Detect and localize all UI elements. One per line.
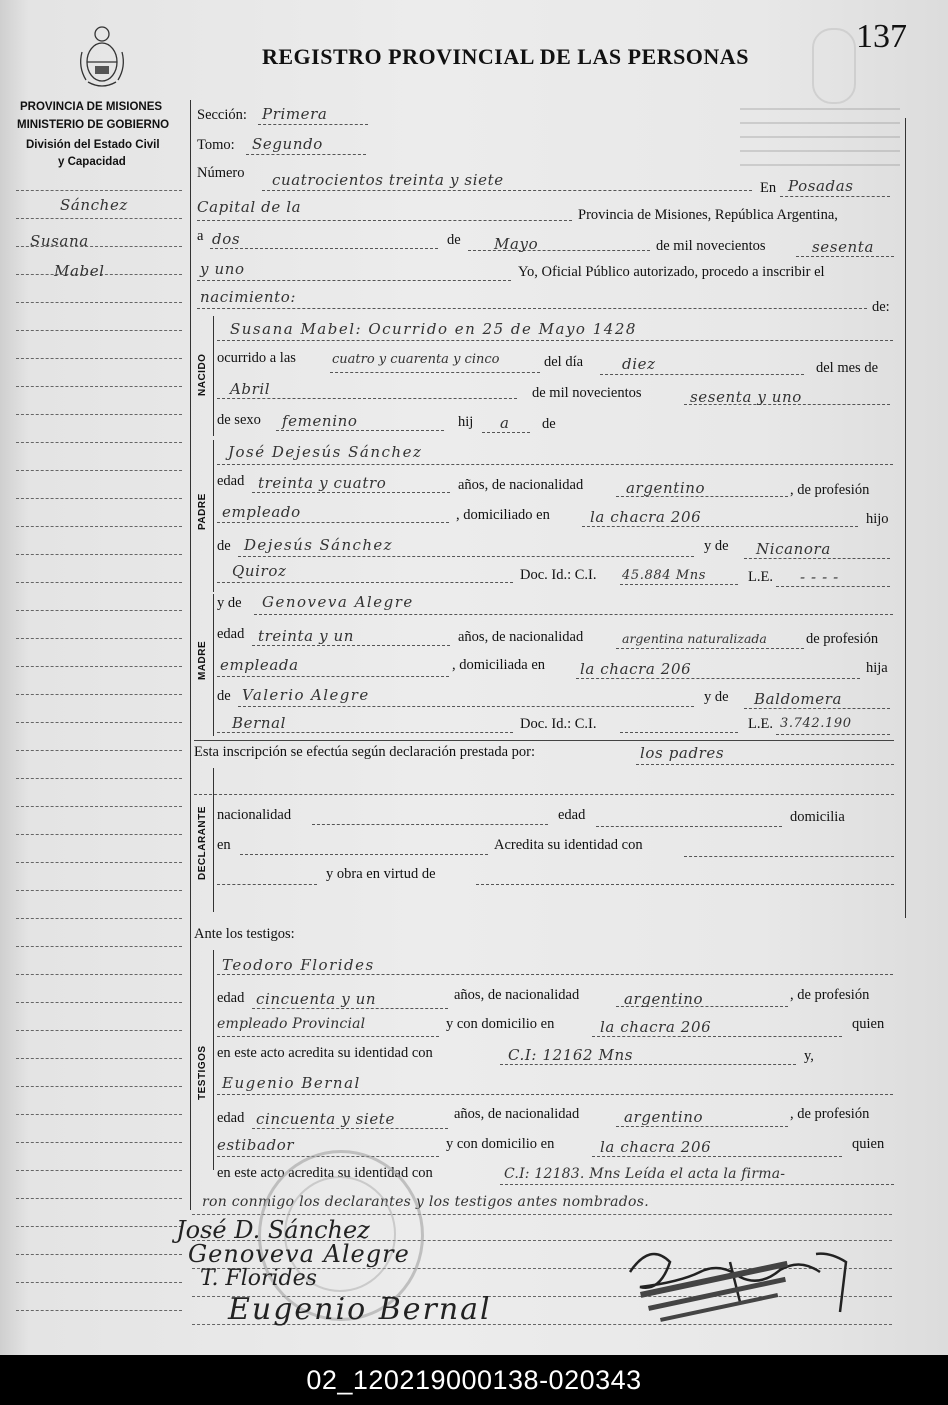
padre-profesion: empleado xyxy=(222,503,301,521)
nacido-mes: Abril xyxy=(230,380,271,398)
declarante-acredita-line xyxy=(684,856,894,857)
madre-domicilio: la chacra 206 xyxy=(580,660,692,678)
margin-line xyxy=(16,1282,182,1283)
padre-le-line xyxy=(776,586,890,587)
madre-le: 3.742.190 xyxy=(780,716,852,731)
declarante-en-line xyxy=(240,854,488,855)
testigo-2-nombre-line xyxy=(217,1094,893,1095)
declarante-obra-line xyxy=(476,884,894,885)
anio-value-2: y uno xyxy=(200,260,245,278)
margin-line xyxy=(16,470,182,471)
t1-profesion-label: , de profesión xyxy=(790,987,870,1003)
madre-le-line xyxy=(776,734,890,735)
margin-line xyxy=(16,974,182,975)
madre-section-label: MADRE xyxy=(197,640,208,680)
margin-line xyxy=(16,218,182,219)
signature-1: José D. Sánchez xyxy=(176,1216,370,1244)
declarante-section-label: DECLARANTE xyxy=(197,806,208,880)
anio-value-1: sesenta xyxy=(812,238,874,256)
madre-de-line xyxy=(238,706,694,707)
padre-yde-line xyxy=(744,558,890,559)
madre-nacionalidad-label: años, de nacionalidad xyxy=(458,629,584,645)
margin-line xyxy=(16,778,182,779)
padre-nombre-line xyxy=(217,464,893,465)
testigo-1-doc: C.I: 12162 Mns xyxy=(508,1046,634,1064)
margin-line xyxy=(16,1198,182,1199)
margin-line xyxy=(16,806,182,807)
margin-line xyxy=(16,638,182,639)
nacido-hora: cuatro y cuarenta y cinco xyxy=(332,352,500,367)
padre-le-label: L.E. xyxy=(748,569,773,585)
margin-line xyxy=(16,1254,182,1255)
margin-line xyxy=(16,1002,182,1003)
ocurrido-label: ocurrido a las xyxy=(217,350,296,366)
t2-edad-label: edad xyxy=(217,1110,245,1126)
margin-line xyxy=(16,330,182,331)
nacido-sexo: femenino xyxy=(282,412,358,430)
del-mes-label: del mes de xyxy=(816,360,879,376)
padre-bracket xyxy=(213,440,214,592)
t1-domicilio-label: y con domicilio en xyxy=(446,1016,555,1032)
t1-edad-line xyxy=(252,1008,448,1009)
testigo-2-domicilio: la chacra 206 xyxy=(600,1138,712,1156)
madre-y-de-label-2: y de xyxy=(704,689,729,705)
padre-profesion-label: , de profesión xyxy=(790,482,870,498)
madre-profesion: empleada xyxy=(220,656,299,674)
main-right-border xyxy=(905,118,906,918)
padre-edad-label: edad xyxy=(217,473,245,489)
declaracion-line-2 xyxy=(194,794,894,795)
margin-line xyxy=(16,1226,182,1227)
madre-doc-label: Doc. Id.: C.I. xyxy=(520,716,597,732)
nacido-nombre: Susana Mabel: Ocurrido en 25 de Mayo 1428 xyxy=(230,320,637,338)
page-title: REGISTRO PROVINCIAL DE LAS PERSONAS xyxy=(262,44,749,69)
hij-label: hij xyxy=(458,414,474,430)
en-label: En xyxy=(760,180,777,196)
capital-line xyxy=(197,220,572,221)
acto-value: nacimiento: xyxy=(200,288,297,306)
nacido-section-label: NACIDO xyxy=(197,353,208,396)
province-label: PROVINCIA DE MISIONES xyxy=(20,101,163,113)
section-divider xyxy=(194,740,894,741)
hija-label: hija xyxy=(866,660,888,676)
declarante-nacionalidad-label: nacionalidad xyxy=(217,807,292,823)
en-value: Posadas xyxy=(788,177,854,195)
t1-edad-label: edad xyxy=(217,990,245,1006)
faint-stamp-text xyxy=(740,108,900,168)
nacido-nombre-line xyxy=(217,340,893,341)
padre-doc-pre-line xyxy=(217,582,513,583)
testigo-1-nombre-line xyxy=(217,974,893,975)
t2-domicilio-label: y con domicilio en xyxy=(446,1136,555,1152)
margin-line xyxy=(16,1086,182,1087)
de-colon-label: de: xyxy=(872,299,890,315)
del-dia-label: del día xyxy=(544,354,584,370)
padre-de-label: de xyxy=(217,538,231,554)
declarante-domicilia-label: domicilia xyxy=(790,809,845,825)
madre-y-de-label: y de xyxy=(217,595,242,611)
t2-doc-line xyxy=(500,1184,894,1185)
margin-line xyxy=(16,358,182,359)
hijo-label: hijo xyxy=(866,511,889,527)
padre-doc-line xyxy=(620,584,738,585)
nacido-dia-line xyxy=(600,374,804,375)
margin-line xyxy=(16,722,182,723)
testigos-bracket xyxy=(213,950,214,1170)
nacido-bracket xyxy=(213,316,214,436)
acto-line xyxy=(197,308,867,309)
t2-profesion-label: , de profesión xyxy=(790,1106,870,1122)
madre-domicilio-label: , domiciliada en xyxy=(452,657,546,673)
margin-line xyxy=(16,946,182,947)
margin-surname: Sánchez xyxy=(60,196,128,214)
dia-value: dos xyxy=(212,230,241,248)
t1-y-label: y, xyxy=(804,1048,814,1064)
t1-doc-line xyxy=(500,1064,796,1065)
madre-madre-de-1: Baldomera xyxy=(754,690,843,708)
testigo-2-nacionalidad: argentino xyxy=(624,1108,704,1126)
madre-prof-line xyxy=(217,676,449,677)
t2-dom-line xyxy=(592,1156,842,1157)
tomo-label: Tomo: xyxy=(197,137,235,153)
official-signature xyxy=(620,1232,860,1332)
signature-3: T. Florides xyxy=(200,1266,317,1291)
t2-nacionalidad-label: años, de nacionalidad xyxy=(454,1106,580,1122)
padre-edad: treinta y cuatro xyxy=(258,474,387,492)
tomo-line xyxy=(246,154,366,155)
margin-line xyxy=(16,666,182,667)
nacido-mil-label: de mil novecientos xyxy=(532,385,642,401)
t1-dom-line xyxy=(592,1036,842,1037)
padre-nacionalidad: argentino xyxy=(626,479,706,497)
numero-value: cuatrocientos treinta y siete xyxy=(272,171,504,189)
ministry-label: MINISTERIO DE GOBIERNO xyxy=(17,119,170,131)
madre-doc-pre-line xyxy=(217,732,513,733)
margin-line xyxy=(16,918,182,919)
padre-doc-label: Doc. Id.: C.I. xyxy=(520,567,597,583)
faint-stamp xyxy=(812,28,856,104)
t2-edad-line xyxy=(252,1128,448,1129)
division-label-2: y Capacidad xyxy=(58,156,126,168)
testigo-1-domicilio: la chacra 206 xyxy=(600,1018,712,1036)
t2-nac-line xyxy=(616,1126,788,1127)
mes-value: Mayo xyxy=(494,235,539,253)
madre-profesion-label: de profesión xyxy=(806,631,879,647)
seccion-value: Primera xyxy=(262,105,328,123)
numero-label: Número xyxy=(197,165,245,181)
coat-of-arms-emblem xyxy=(76,22,128,92)
margin-line xyxy=(16,414,182,415)
padre-y-de-label: y de xyxy=(704,538,729,554)
padre-prof-line xyxy=(217,522,449,523)
madre-doc-line xyxy=(620,732,738,733)
acta-cierre: ron conmigo los declarantes y los testigos antes nombrados. xyxy=(202,1194,650,1210)
testigo-2-doc: C.I: 12183. Mns Leída el acta la firma- xyxy=(504,1166,786,1182)
madre-nacionalidad: argentina naturalizada xyxy=(622,631,767,646)
padre-edad-line xyxy=(252,492,450,493)
t2-quien-label: quien xyxy=(852,1136,885,1152)
margin-line xyxy=(16,190,182,191)
testigo-2-profesion: estibador xyxy=(217,1136,295,1154)
madre-dom-line xyxy=(576,678,860,679)
t1-prof-line xyxy=(217,1036,439,1037)
margin-line xyxy=(16,1114,182,1115)
page-number: 137 xyxy=(856,18,907,55)
anio2-line xyxy=(197,280,511,281)
declarante-obra-pre-line xyxy=(217,884,317,885)
madre-le-label: L.E. xyxy=(748,716,773,732)
hij-line xyxy=(482,432,530,433)
seccion-label: Sección: xyxy=(197,107,247,123)
testigo-1-nacionalidad: argentino xyxy=(624,990,704,1008)
madre-edad-label: edad xyxy=(217,626,245,642)
testigos-intro: Ante los testigos: xyxy=(194,926,295,942)
madre-madre-de-2: Bernal xyxy=(232,714,287,732)
main-left-border xyxy=(190,100,191,1210)
division-label: División del Estado Civil xyxy=(26,139,160,151)
margin-line xyxy=(16,582,182,583)
anio-line xyxy=(796,256,894,257)
madre-nombre-line xyxy=(254,614,893,615)
nacido-mes-line xyxy=(217,398,517,399)
padre-de-line xyxy=(238,556,694,557)
t1-nacionalidad-label: años, de nacionalidad xyxy=(454,987,580,1003)
declarante-bracket xyxy=(213,768,214,912)
madre-nac-line xyxy=(616,648,804,649)
declarante-acredita-label: Acredita su identidad con xyxy=(494,837,643,853)
testigos-section-label: TESTIGOS xyxy=(197,1045,208,1100)
signature-2: Genoveva Alegre xyxy=(188,1240,410,1268)
madre-nombre: Genoveva Alegre xyxy=(262,593,414,611)
capital-value: Capital de la xyxy=(197,198,302,216)
margin-line xyxy=(16,386,182,387)
padre-madre-de-1: Nicanora xyxy=(756,540,831,558)
testigo-1-nombre: Teodoro Florides xyxy=(222,956,375,974)
declarante-nac-line xyxy=(312,824,548,825)
margin-line xyxy=(16,498,182,499)
margin-line xyxy=(16,694,182,695)
declarante-edad-label: edad xyxy=(558,807,586,823)
padre-doc: 45.884 Mns xyxy=(622,568,706,583)
declaracion-value: los padres xyxy=(640,744,725,762)
sexo-line xyxy=(276,430,444,431)
mil-label: de mil novecientos xyxy=(656,238,766,254)
margin-line xyxy=(16,442,182,443)
padre-domicilio-label: , domiciliado en xyxy=(456,507,550,523)
a-label: a xyxy=(197,228,204,244)
madre-padre-de: Valerio Alegre xyxy=(242,686,370,704)
testigo-2-edad: cincuenta y siete xyxy=(256,1110,395,1128)
padre-section-label: PADRE xyxy=(197,493,208,530)
padre-le: - - - - xyxy=(800,568,839,586)
margin-line xyxy=(16,526,182,527)
madre-de-label: de xyxy=(217,688,231,704)
margin-name-1: Susana xyxy=(30,232,89,250)
margin-line xyxy=(16,610,182,611)
declarante-obra-label: y obra en virtud de xyxy=(326,866,436,882)
declaracion-line-1 xyxy=(636,764,894,765)
testigo-1-edad: cincuenta y un xyxy=(256,990,377,1008)
margin-line xyxy=(16,834,182,835)
madre-edad: treinta y un xyxy=(258,627,355,645)
padre-dom-line xyxy=(582,526,858,527)
margin-name-2: Mabel xyxy=(54,262,105,280)
margin-line xyxy=(16,302,182,303)
nacido-dia: diez xyxy=(622,355,656,373)
madre-yde-line xyxy=(744,708,890,709)
t1-quien-label: quien xyxy=(852,1016,885,1032)
nacido-anio: sesenta y uno xyxy=(690,388,802,406)
declarante-edad-line xyxy=(596,826,782,827)
nacido-hij: a xyxy=(500,414,510,432)
numero-line xyxy=(262,190,752,191)
sexo-label: de sexo xyxy=(217,412,261,428)
padre-padre-de: Dejesús Sánchez xyxy=(244,536,393,554)
margin-line xyxy=(16,1030,182,1031)
image-id-footer: 02_120219000138-020343 xyxy=(0,1355,948,1405)
margin-line xyxy=(16,862,182,863)
madre-bracket xyxy=(213,594,214,736)
signature-4: Eugenio Bernal xyxy=(228,1292,492,1327)
margin-line xyxy=(16,1058,182,1059)
dia-line xyxy=(210,248,438,249)
declarante-en-label: en xyxy=(217,837,231,853)
nacido-de-label: de xyxy=(542,416,556,432)
en-line xyxy=(780,196,890,197)
padre-madre-de-2: Quiroz xyxy=(232,562,287,580)
de-label: de xyxy=(447,232,461,248)
declaracion-text: Esta inscripción se efectúa según declaración prestada por: xyxy=(194,744,536,760)
padre-domicilio: la chacra 206 xyxy=(590,508,702,526)
hora-line xyxy=(330,372,540,373)
margin-line xyxy=(16,750,182,751)
padre-nacionalidad-label: años, de nacionalidad xyxy=(458,477,584,493)
margin-line xyxy=(16,1142,182,1143)
margin-line xyxy=(16,1170,182,1171)
tomo-value: Segundo xyxy=(252,135,323,153)
padre-nombre: José Dejesús Sánchez xyxy=(228,443,423,461)
margin-line xyxy=(16,1310,182,1311)
provincia-text: Provincia de Misiones, República Argentina, xyxy=(578,207,838,223)
margin-line xyxy=(16,554,182,555)
oficial-text: Yo, Oficial Público autorizado, procedo a inscribir el xyxy=(518,264,825,280)
testigo-2-nombre: Eugenio Bernal xyxy=(222,1074,361,1092)
testigo-1-profesion: empleado Provincial xyxy=(217,1016,366,1032)
madre-edad-line xyxy=(252,645,450,646)
t1-acredita-label: en este acto acredita su identidad con xyxy=(217,1045,433,1061)
seccion-line xyxy=(258,124,368,125)
t2-acredita-label: en este acto acredita su identidad con xyxy=(217,1165,433,1181)
margin-line xyxy=(16,890,182,891)
